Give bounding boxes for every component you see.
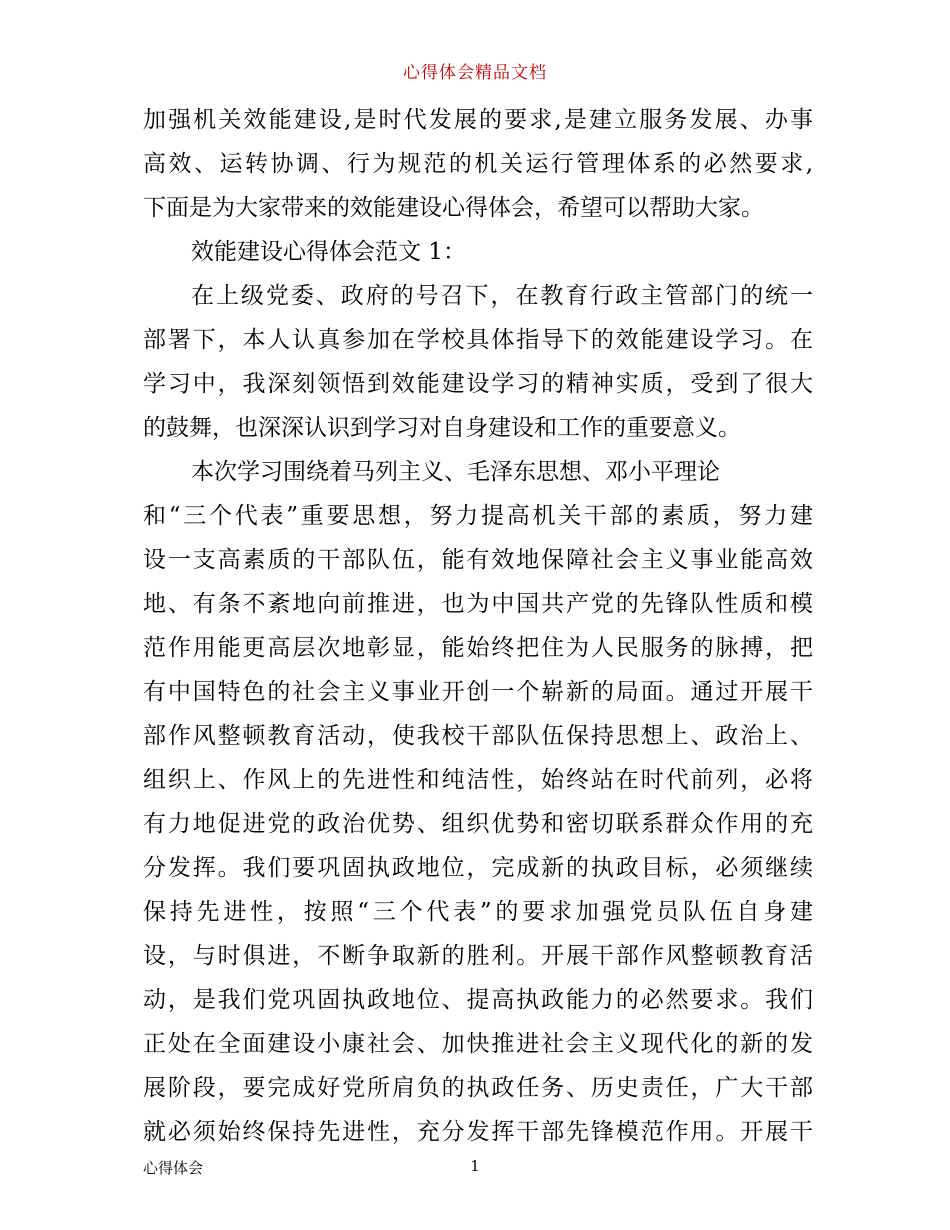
footer-label: 心得体会 bbox=[143, 1159, 204, 1177]
body-line: 就必须始终保持先进性，充分发挥干部先锋模范作用。开展干 bbox=[143, 1119, 813, 1145]
body-line: 在上级党委、政府的号召下，在教育行政主管部门的统一 bbox=[191, 283, 813, 309]
body-line: 设，与时俱进，不断争取新的胜利。开展干部作风整顿教育活 bbox=[143, 943, 813, 969]
section-heading: 效能建设心得体会范文 1： bbox=[191, 239, 466, 265]
body-line: 加强机关效能建设,是时代发展的要求,是建立服务发展、办事 bbox=[143, 107, 813, 133]
body-line: 动，是我们党巩固执政地位、提高执政能力的必然要求。我们 bbox=[143, 987, 813, 1013]
page-header-title: 心得体会精品文档 bbox=[403, 63, 547, 83]
body-line: 学习中，我深刻领悟到效能建设学习的精神实质，受到了很大 bbox=[143, 371, 813, 397]
body-line: 下面是为大家带来的效能建设心得体会，希望可以帮助大家。 bbox=[143, 195, 764, 221]
body-line: 地、有条不紊地向前推进，也为中国共产党的先锋队性质和模 bbox=[143, 591, 813, 617]
body-line: 本次学习围绕着马列主义、毛泽东思想、邓小平理论 bbox=[191, 459, 720, 485]
body-line: 分发挥。我们要巩固执政地位，完成新的执政目标，必须继续 bbox=[143, 855, 813, 881]
document-body bbox=[143, 98, 813, 1154]
body-line: 范作用能更高层次地彰显，能始终把住为人民服务的脉搏，把 bbox=[143, 635, 813, 661]
body-line: 高效、运转协调、行为规范的机关运行管理体系的必然要求, bbox=[143, 151, 813, 177]
body-line: 有中国特色的社会主义事业开创一个崭新的局面。通过开展干 bbox=[143, 679, 813, 705]
body-line: 正处在全面建设小康社会、加快推进社会主义现代化的新的发 bbox=[143, 1031, 813, 1057]
body-line: 保持先进性，按照“三个代表”的要求加强党员队伍自身建 bbox=[143, 899, 813, 925]
body-line: 部作风整顿教育活动，使我校干部队伍保持思想上、政治上、 bbox=[143, 723, 813, 749]
body-line: 组织上、作风上的先进性和纯洁性，始终站在时代前列，必将 bbox=[143, 767, 813, 793]
body-line: 设一支高素质的干部队伍，能有效地保障社会主义事业能高效 bbox=[143, 547, 813, 573]
body-line: 展阶段，要完成好党所肩负的执政任务、历史责任，广大干部 bbox=[143, 1075, 813, 1101]
body-line: 部署下，本人认真参加在学校具体指导下的效能建设学习。在 bbox=[143, 327, 813, 353]
body-line: 有力地促进党的政治优势、组织优势和密切联系群众作用的充 bbox=[143, 811, 813, 837]
page-number: 1 bbox=[470, 1157, 480, 1175]
body-line: 和“三个代表”重要思想，努力提高机关干部的素质，努力建 bbox=[143, 503, 813, 529]
body-line: 的鼓舞，也深深认识到学习对自身建设和工作的重要意义。 bbox=[143, 415, 741, 441]
